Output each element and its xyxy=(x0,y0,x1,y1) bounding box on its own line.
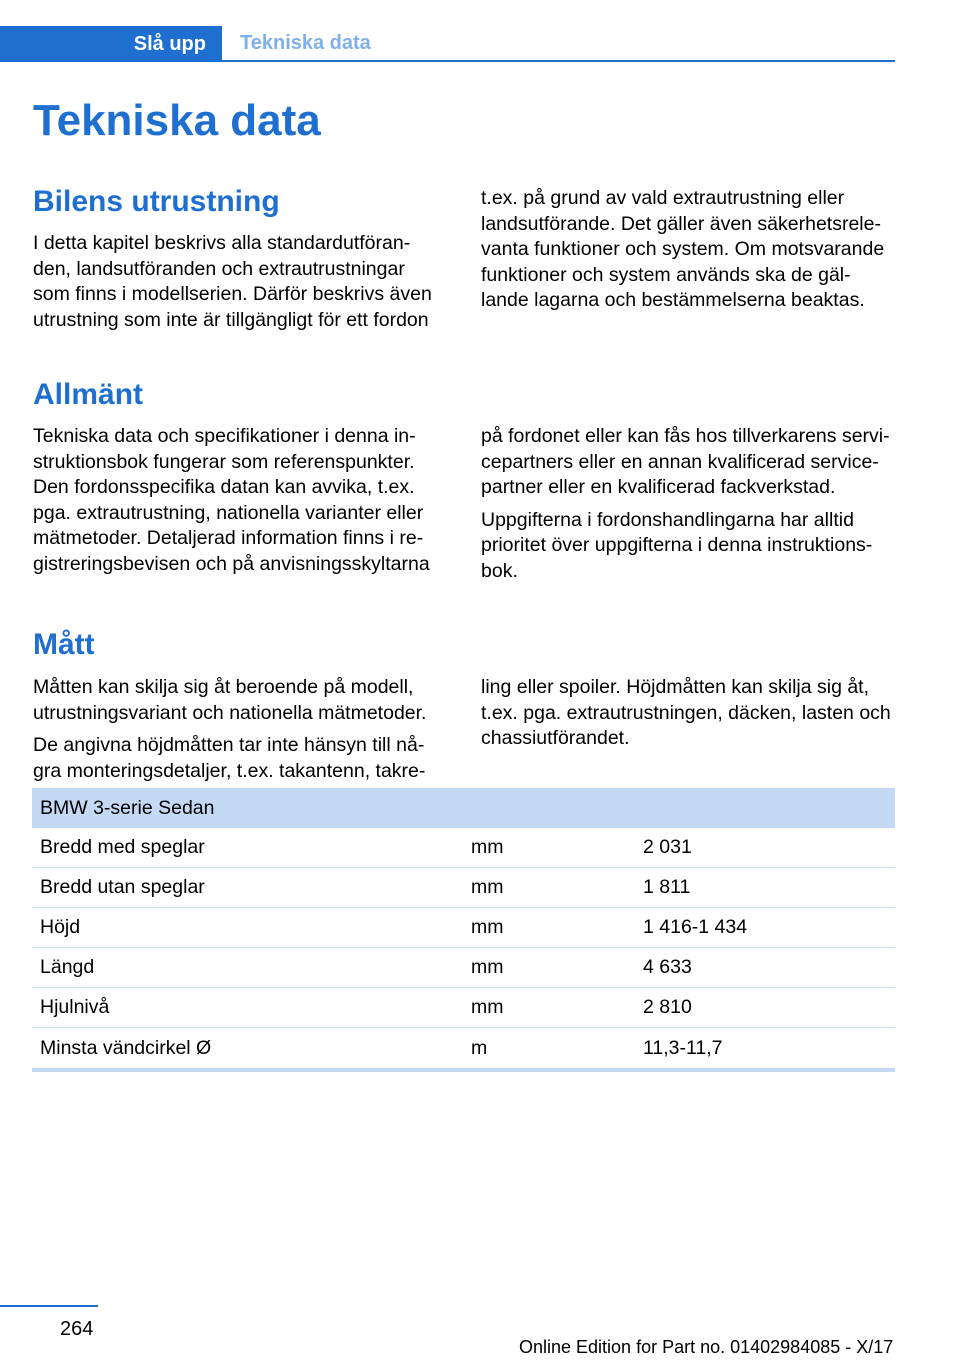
row-value: 1 416-1 434 xyxy=(635,908,895,948)
section-heading-allmant: Allmänt xyxy=(33,378,144,411)
allmant-right-p1: på fordonet eller kan fås hos tillverkarens servi-cepartners eller en annan kvalificerad service-partner eller en kvalificerad fackverkstad. xyxy=(481,425,890,498)
row-value: 2 031 xyxy=(635,828,895,868)
matt-right-column xyxy=(481,675,893,759)
row-value: 4 633 xyxy=(635,948,895,988)
tab-tekniska-data[interactable]: Tekniska data xyxy=(240,32,371,54)
top-navigation xyxy=(0,26,895,62)
row-label: Hjulnivå xyxy=(32,988,463,1028)
matt-left-p1: Måtten kan skilja sig åt beroende på modell, utrustningsvariant och nationella mätmetoder. xyxy=(33,676,427,724)
matt-left-p2: De angivna höjdmåtten tar inte hänsyn till nå-gra monteringsdetaljer, t.ex. takantenn, takre- xyxy=(33,734,426,782)
page-number: 264 xyxy=(60,1318,94,1340)
table-row xyxy=(32,988,895,1028)
utrustning-left-column xyxy=(33,231,445,340)
row-label: Höjd xyxy=(32,908,463,948)
row-label: Bredd med speglar xyxy=(32,828,463,868)
table-row xyxy=(32,908,895,948)
table-row xyxy=(32,828,895,868)
allmant-left-column xyxy=(33,424,445,584)
utrustning-right-column xyxy=(481,186,893,321)
page-title: Tekniska data xyxy=(33,96,321,145)
tab-sla-upp[interactable]: Slå upp xyxy=(0,26,222,62)
row-unit: mm xyxy=(463,988,635,1028)
utrustning-right-text: t.ex. på grund av vald extrautrustning eller landsutförande. Det gäller även säkerhetsrele-vanta funktioner och system. Om motsvarande funktioner och system används ska de gäl-lande lagarna och bestämmelserna beaktas. xyxy=(481,187,885,311)
utrustning-left-text: I detta kapitel beskrivs alla standardutföran-den, landsutföranden och extrautrustningar som finns i modellserien. Därför beskrivs även utrustning som inte är tillgängligt för ett fordon xyxy=(33,232,432,331)
row-value: 11,3-11,7 xyxy=(635,1028,895,1071)
allmant-right-p2: Uppgifterna i fordonshandlingarna har alltid prioritet över uppgifterna i denna instruktions-bok. xyxy=(481,508,873,582)
row-unit: mm xyxy=(463,908,635,948)
row-unit: mm xyxy=(463,828,635,868)
table-header: BMW 3-serie Sedan xyxy=(32,788,895,828)
dimensions-table xyxy=(32,788,895,1072)
row-label: Längd xyxy=(32,948,463,988)
table-row xyxy=(32,868,895,908)
page-number-rule xyxy=(0,1305,98,1307)
row-unit: mm xyxy=(463,948,635,988)
allmant-left-text: Tekniska data och specifikationer i denna in-struktionsbok fungerar som referenspunkter. Den fordonsspecifika datan kan avvika, t.ex. pga. extrautrustning, nationella varianter eller mätmetoder. Detaljerad information finns i re-gistreringsbevisen och på anvisningsskyltarna xyxy=(33,425,430,575)
table-row xyxy=(32,1028,895,1071)
header-divider xyxy=(0,60,895,62)
row-unit: mm xyxy=(463,868,635,908)
table-header-row xyxy=(32,788,895,828)
section-heading-matt: Mått xyxy=(33,628,95,661)
row-label: Minsta vändcirkel Ø xyxy=(32,1028,463,1071)
matt-left-column xyxy=(33,675,445,791)
matt-right-text: ling eller spoiler. Höjdmåtten kan skilja sig åt, t.ex. pga. extrautrustningen, däcken, lasten och chassiutförandet. xyxy=(481,676,891,749)
row-unit: m xyxy=(463,1028,635,1071)
row-label: Bredd utan speglar xyxy=(32,868,463,908)
edition-note: Online Edition for Part no. 01402984085 - X/17 xyxy=(519,1337,894,1357)
table-row xyxy=(32,948,895,988)
allmant-right-column xyxy=(481,424,893,591)
row-value: 2 810 xyxy=(635,988,895,1028)
row-value: 1 811 xyxy=(635,868,895,908)
section-heading-utrustning: Bilens utrustning xyxy=(33,185,280,218)
